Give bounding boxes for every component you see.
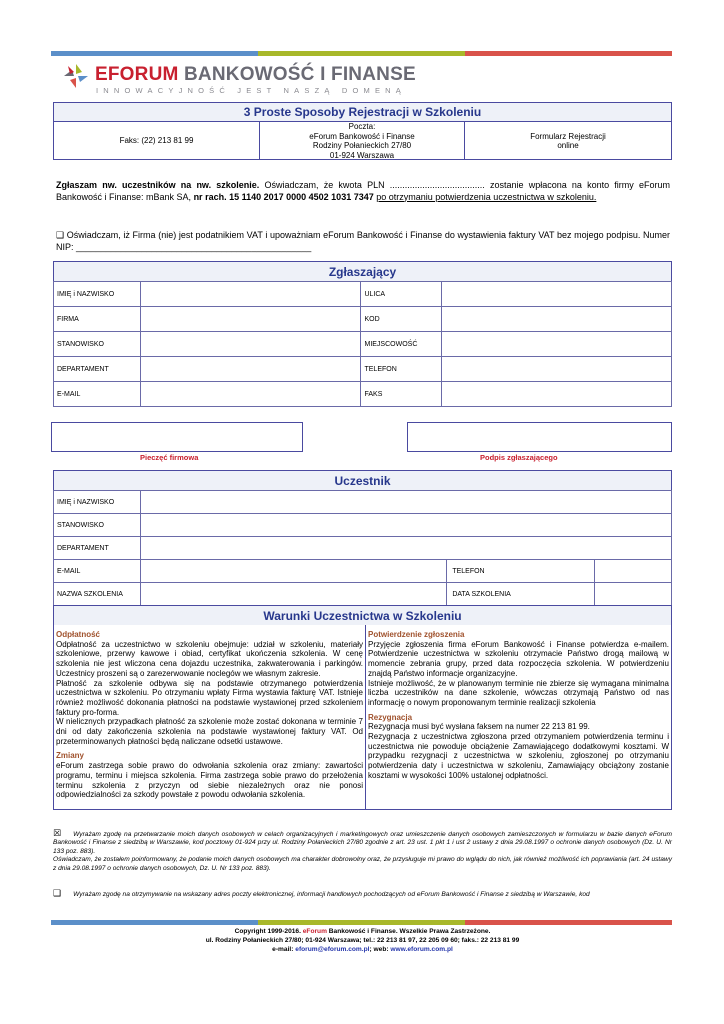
training-name-input[interactable] (140, 583, 446, 606)
company-stamp-label: Pieczęć firmowa (140, 453, 199, 462)
changes-text: eForum zastrzega sobie prawo do odwołania szkolenia oraz zmiany: zawartości programu, terminu i miejsca szkolenia. Firma zastrzega sobie prawo do przełożenia terminu szkolenia z przyczyn od siebie niezależnych oraz nie ponosi odpowiedzialności za szkody powstałe z powodu odwołania szkolenia. (56, 761, 363, 800)
applicant-email-input[interactable] (140, 382, 361, 407)
conditions-box (53, 625, 672, 810)
declaration-text: Zgłaszam nw. uczestników na nw. szkolenie. Oświadczam, że kwota PLN ...................................... zostanie wpłacona na konto firmy eForum Bankowość i Finanse: mBank SA, nr rach. 15 1140 2017 0000 4502 1031 7347 po otrzymaniu potwierdzenia uczestnictwa w szkoleniu. (56, 180, 670, 202)
vat-declaration: ❑ Oświadczam, iż Firma (nie) jest podatnikiem VAT i upoważniam eForum Bankowość i Finanse do wystawienia faktury VAT bez mojego podpisu. Numer NIP: _______________________________________________ (56, 230, 670, 252)
signature-label: Podpis zgłaszającego (480, 453, 558, 462)
applicant-table: IMIĘ i NAZWISKO ULICA FIRMA KOD STANOWISKO MIEJSCOWOŚĆ DEPARTAMENT TELEFON E-MAIL FAKS (53, 281, 672, 407)
copyright: Copyright 1999-2016. eForum Bankowość i Finanse. Wszelkie Prawa Zastrzeżone. (234, 928, 491, 935)
participant-email-input[interactable] (140, 560, 446, 583)
conditions-right-column (366, 625, 671, 809)
footer-email-link[interactable]: eforum@eforum.com.pl (295, 946, 370, 953)
registration-title: 3 Proste Sposoby Rejestracji w Szkoleniu (54, 103, 671, 122)
brand-title: EFORUM BANKOWOŚĆ I FINANSE (95, 64, 416, 85)
participant-name-input[interactable] (140, 491, 671, 514)
footer-address: ul. Rodziny Połanieckich 27/80; 01-924 Warszawa; tel.: 22 213 81 97, 22 205 09 60; faks.: 22 213 81 99 (205, 937, 520, 944)
applicant-name-input[interactable] (140, 282, 361, 307)
top-color-stripe (51, 51, 672, 56)
confirmation-heading: Potwierdzenie zgłoszenia (368, 630, 465, 639)
applicant-title: Zgłaszający (53, 261, 672, 281)
brand-tagline: INNOWACYJNOŚĆ JEST NASZĄ DOMENĄ (96, 86, 406, 95)
applicant-zip-input[interactable] (442, 307, 672, 332)
payment-text: Odpłatność za uczestnictwo w szkoleniu obejmuje: udział w szkoleniu, materiały szkoleniowe, przerwy kawowe i obiad, certyfikat ukończenia szkolenia. W cenę szkolenia nie jest wliczona cena dojazdu uczestnika, zakwaterowania i parkingów. Uczestnicy proszeni są o zarezerwowanie noclegów we własnym zakresie. Płatność za szkolenie odbywa się na podstawie otrzymanego potwierdzenia uczestnictwa w szkoleniu. Po otrzymaniu wpłaty Firma wystawia fakturę VAT. Istnieje również możliwość dokonania płatności na podstawie wystawionej przed szkoleniem faktury pro-forma. W nielicznych przypadkach płatność za szkolenie może zostać dokonana w terminie 7 dni od daty zakończenia szkolenia na podstawie wystawionej faktury VAT. Od przeterminowanych płatności będą naliczane odsetki ustawowe. (56, 639, 363, 746)
participant-phone-input[interactable] (595, 560, 672, 583)
vat-checkbox[interactable]: ❑ (56, 230, 65, 240)
data-processing-consent: ☒ Wyrażam zgodę na przetwarzanie moich danych osobowych w celach organizacyjnych i marketingowych oraz umieszczenie danych osobowych zamieszczonych w formularzu w bazie danych eForum Bankowość i Finanse z siedzibą w Warszawie, kod pocztowy 01-924 przy ul. Rodziny Połanieckich 27/80 zgodnie z art. 23 ust. 1 pkt 1 i ust 2 ustawy z dnia 29.08.1997 o ochronie danych osobowych (Dz. U. Nr 133 poz. 883). Oświadczam, że zostałem poinformowany, że podanie moich danych osobowych ma charakter dobrowolny oraz, że przysługuje mi prawo do wglądu do nich, jak również możliwość ich poprawiania (art. 24 ustawy z dnia 29.08.1997 o ochronie danych osobowych, Dz. U. Nr 133 poz. 883). (53, 828, 672, 872)
footer-contact: e-mail: eforum@eforum.com.pl; web: www.eforum.com.pl (272, 946, 453, 953)
marketing-checkbox[interactable]: ❑ (53, 888, 62, 898)
applicant-street-input[interactable] (442, 282, 672, 307)
applicant-phone-input[interactable] (442, 357, 672, 382)
data-processing-checkbox[interactable]: ☒ (53, 828, 62, 838)
applicant-fax-input[interactable] (442, 382, 672, 407)
fax-option: Faks: (22) 213 81 99 (119, 136, 194, 146)
signature-box[interactable] (407, 422, 672, 452)
bottom-color-stripe (51, 920, 672, 925)
marketing-consent: ❑ Wyrażam zgodę na otrzymywanie na wskazany adres poczty elektronicznej, informacji handlowych pochodzących od eForum Bankowość i Finanse z siedzibą w Warszawie, kod (53, 888, 590, 898)
applicant-city-input[interactable] (442, 332, 672, 357)
post-option: Poczta: eForum Bankowość i Finanse Rodziny Połanieckich 27/80 01-924 Warszawa (259, 122, 465, 160)
resignation-heading: Rezygnacja (368, 712, 413, 722)
conditions-left-column (54, 625, 366, 809)
participant-position-input[interactable] (140, 514, 671, 537)
footer-web-link[interactable]: www.eforum.com.pl (390, 946, 453, 953)
confirmation-text: Przyjęcie zgłoszenia firma eForum Bankowość i Finanse potwierdza e-mailem. Potwierdzenie uczestnictwa w szkoleniu otrzymacie Państwo drogą mailową w momencie zebrania grupy, przed data rozpoczęcia szkolenia. W potwierdzeniu znajdą Państwo informacje organizacyjne. Istnieje możliwość, że w planowanym terminie nie zbierze się wymagana minimalna liczba uczestników na dane szkolenie, wówczas otrzymają Państwo od nas informację o nowym proponowanym terminie realizacji szkolenia (368, 639, 669, 707)
company-stamp-box[interactable] (51, 422, 303, 452)
resignation-text: Rezygnacja musi być wysłana faksem na numer 22 213 81 99. Rezygnacja z uczestnictwa zgłoszona przed otrzymaniem potwierdzenia terminu i uczestnictwa nie powoduje obciążenie Zamawiającego dodatkowymi kosztami. W przypadku rezygnacji z uczestnictwa w szkoleniu, zgłoszonej po otrzymaniu potwierdzenia daty i uczestnictwa w szkoleniu, Zamawiający obciążony zostanie kosztami w wysokości 100% ustalonej odpłatności. (368, 722, 669, 780)
applicant-company-input[interactable] (140, 307, 361, 332)
training-date-input[interactable] (595, 583, 672, 606)
payment-heading: Odpłatność (56, 630, 101, 639)
participant-department-input[interactable] (140, 537, 671, 560)
applicant-position-input[interactable] (140, 332, 361, 357)
eforum-logo-icon (62, 62, 90, 90)
footer (53, 927, 672, 954)
online-form-option[interactable]: Formularz Rejestracji online (530, 131, 606, 150)
applicant-department-input[interactable] (140, 357, 361, 382)
registration-methods-box (53, 102, 672, 160)
changes-heading: Zmiany (56, 751, 85, 761)
participant-table: IMIĘ i NAZWISKO STANOWISKO DEPARTAMENT E-MAIL TELEFON NAZWA SZKOLENIA DATA SZKOLENIA (53, 490, 672, 606)
participant-title: Uczestnik (53, 470, 672, 490)
conditions-title: Warunki Uczestnictwa w Szkoleniu (53, 605, 672, 625)
